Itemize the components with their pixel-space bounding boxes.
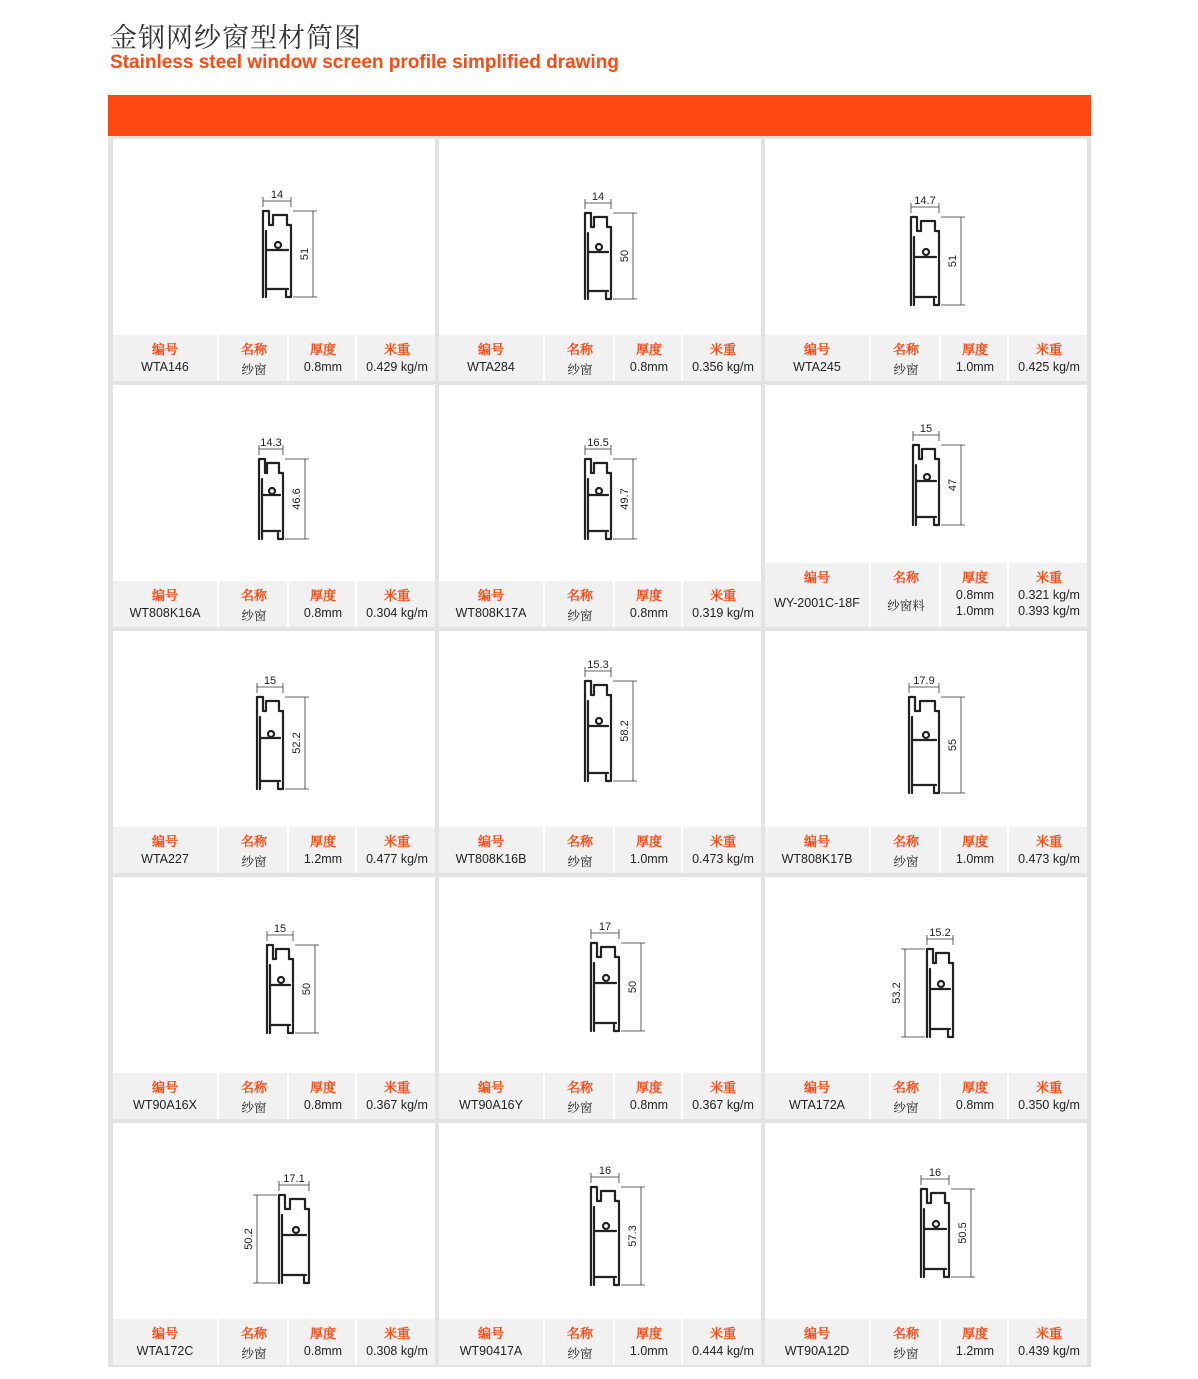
spec-value-code: WT90A12D xyxy=(784,1344,850,1358)
width-dim-label: 15 xyxy=(273,923,287,935)
profile-card xyxy=(765,631,1087,873)
spec-header-thickness: 厚度 xyxy=(961,1080,988,1095)
spec-value-name: 纱窗 xyxy=(567,363,593,377)
profile-groove xyxy=(293,1227,299,1233)
spec-column-name xyxy=(543,335,615,381)
spec-value-thickness: 0.8mm xyxy=(955,1098,995,1112)
spec-value-thickness: 0.8mm xyxy=(629,606,669,620)
spec-value-weight: 0.439 kg/m xyxy=(1018,1344,1080,1358)
profile-outline xyxy=(591,1187,619,1285)
spec-column-weight xyxy=(1007,1073,1089,1119)
spec-column-code xyxy=(113,1319,217,1365)
spec-header-name: 名称 xyxy=(892,834,919,849)
height-dim-label: 49.7 xyxy=(619,488,631,510)
width-dim-label: 15.3 xyxy=(587,659,609,671)
spec-header-code: 编号 xyxy=(477,1080,504,1095)
spec-header-weight: 米重 xyxy=(383,1326,410,1341)
spec-column-weight xyxy=(1007,335,1089,381)
profile-drawing xyxy=(765,877,1087,1072)
profile-outline xyxy=(263,211,291,297)
spec-column-name xyxy=(543,827,615,873)
width-dim-label: 16.5 xyxy=(587,437,609,449)
spec-table xyxy=(113,1073,435,1119)
header-accent-bar xyxy=(108,95,1091,136)
spec-value-weight: 0.477 kg/m xyxy=(366,852,428,866)
profile-drawing xyxy=(765,385,1087,580)
profile-groove xyxy=(596,718,602,724)
spec-table xyxy=(765,827,1087,873)
spec-column-weight xyxy=(1007,827,1089,873)
spec-value-weight: 0.393 kg/m xyxy=(1018,604,1080,618)
spec-header-weight: 米重 xyxy=(1035,1326,1062,1341)
spec-value-code: WTA146 xyxy=(141,360,189,374)
spec-column-weight xyxy=(1007,563,1089,627)
profile-groove xyxy=(923,249,929,255)
profile-card xyxy=(765,877,1087,1119)
spec-value-thickness: 0.8mm xyxy=(629,1098,669,1112)
spec-column-weight xyxy=(1007,1319,1089,1365)
spec-column-code xyxy=(765,1073,869,1119)
spec-value-thickness: 0.8mm xyxy=(955,588,995,602)
spec-header-weight: 米重 xyxy=(1035,834,1062,849)
spec-header-name: 名称 xyxy=(566,588,593,603)
spec-column-weight xyxy=(355,1319,437,1365)
spec-table xyxy=(113,335,435,381)
spec-column-weight xyxy=(681,827,763,873)
profile-card xyxy=(113,139,435,381)
spec-value-thickness: 0.8mm xyxy=(303,1344,343,1358)
spec-value-weight: 0.321 kg/m xyxy=(1018,588,1080,602)
spec-header-weight: 米重 xyxy=(1035,342,1062,357)
spec-value-name: 纱窗 xyxy=(893,1347,919,1361)
profile-groove xyxy=(269,488,275,494)
spec-header-weight: 米重 xyxy=(709,1326,736,1341)
spec-table xyxy=(765,1319,1087,1365)
width-dim-label: 17 xyxy=(598,921,612,933)
spec-table xyxy=(113,581,435,627)
spec-column-weight xyxy=(355,1073,437,1119)
spec-value-code: WT808K16B xyxy=(455,852,527,866)
spec-header-thickness: 厚度 xyxy=(961,834,988,849)
spec-column-thickness xyxy=(287,581,357,627)
spec-header-weight: 米重 xyxy=(383,588,410,603)
profile-card xyxy=(113,877,435,1119)
spec-header-code: 编号 xyxy=(151,342,178,357)
spec-column-name xyxy=(869,827,941,873)
spec-value-thickness: 1.0mm xyxy=(955,360,995,374)
profile-groove xyxy=(603,1223,609,1229)
spec-value-name: 纱窗料 xyxy=(887,599,925,613)
spec-column-code xyxy=(439,1319,543,1365)
spec-header-name: 名称 xyxy=(240,342,267,357)
spec-column-name xyxy=(217,1073,289,1119)
spec-value-code: WT808K17A xyxy=(455,606,527,620)
height-dim-label: 52.2 xyxy=(291,732,303,754)
profile-grid xyxy=(108,136,1091,1367)
spec-value-weight: 0.350 kg/m xyxy=(1018,1098,1080,1112)
profile-card xyxy=(439,385,761,627)
spec-header-name: 名称 xyxy=(566,1080,593,1095)
spec-value-code: WY-2001C-18F xyxy=(774,596,860,610)
spec-header-thickness: 厚度 xyxy=(309,588,336,603)
profile-outline xyxy=(591,943,619,1031)
profile-drawing xyxy=(439,631,761,826)
spec-header-thickness: 厚度 xyxy=(309,834,336,849)
profile-outline xyxy=(913,445,939,525)
width-dim-label: 14.7 xyxy=(914,195,936,207)
spec-column-weight xyxy=(355,581,437,627)
profile-drawing xyxy=(113,1123,435,1318)
spec-value-weight: 0.356 kg/m xyxy=(692,360,754,374)
spec-value-code: WTA172A xyxy=(788,1098,846,1112)
spec-column-weight xyxy=(681,335,763,381)
spec-value-name: 纱窗 xyxy=(893,363,919,377)
spec-column-thickness xyxy=(287,335,357,381)
spec-header-code: 编号 xyxy=(803,1080,830,1095)
spec-header-name: 名称 xyxy=(566,834,593,849)
spec-header-weight: 米重 xyxy=(383,1080,410,1095)
spec-value-thickness: 1.0mm xyxy=(629,1344,669,1358)
spec-value-weight: 0.304 kg/m xyxy=(366,606,428,620)
spec-value-code: WT90A16X xyxy=(133,1098,197,1112)
spec-column-name xyxy=(217,1319,289,1365)
height-dim-label: 46.6 xyxy=(291,488,303,510)
height-dim-label: 58.2 xyxy=(619,720,631,742)
profile-outline xyxy=(921,1189,949,1277)
profile-drawing xyxy=(439,1123,761,1318)
spec-column-weight xyxy=(681,581,763,627)
spec-value-name: 纱窗 xyxy=(567,1101,593,1115)
height-dim-label: 50.5 xyxy=(957,1222,969,1244)
spec-value-name: 纱窗 xyxy=(241,363,267,377)
spec-header-code: 编号 xyxy=(151,588,178,603)
profile-outline xyxy=(585,213,611,299)
profile-card xyxy=(113,1123,435,1365)
spec-column-name xyxy=(217,827,289,873)
width-dim-label: 14.3 xyxy=(260,437,282,449)
profile-drawing xyxy=(439,385,761,580)
spec-value-code: WT808K17B xyxy=(781,852,853,866)
profile-drawing xyxy=(113,877,435,1072)
spec-header-thickness: 厚度 xyxy=(961,570,988,585)
page-subtitle: Stainless steel window screen profile simplified drawing xyxy=(110,52,619,73)
spec-header-code: 编号 xyxy=(151,834,178,849)
spec-header-name: 名称 xyxy=(566,1326,593,1341)
spec-header-thickness: 厚度 xyxy=(635,588,662,603)
profile-drawing xyxy=(765,1123,1087,1318)
height-dim-label: 47 xyxy=(947,478,959,492)
spec-table xyxy=(765,335,1087,381)
spec-value-thickness: 1.0mm xyxy=(955,604,995,618)
profile-card xyxy=(439,1123,761,1365)
spec-column-name xyxy=(543,1073,615,1119)
profile-groove xyxy=(933,1221,939,1227)
spec-column-thickness xyxy=(939,335,1009,381)
page-title: 金钢网纱窗型材简图 xyxy=(110,23,362,54)
spec-column-weight xyxy=(681,1319,763,1365)
spec-column-code xyxy=(439,1073,543,1119)
spec-header-thickness: 厚度 xyxy=(309,1080,336,1095)
profile-card xyxy=(439,631,761,873)
spec-value-name: 纱窗 xyxy=(241,1101,267,1115)
spec-value-name: 纱窗 xyxy=(241,855,267,869)
profile-groove xyxy=(278,977,284,983)
spec-column-code xyxy=(113,827,217,873)
spec-column-name xyxy=(543,581,615,627)
spec-value-name: 纱窗 xyxy=(567,609,593,623)
spec-column-weight xyxy=(355,335,437,381)
spec-header-thickness: 厚度 xyxy=(309,342,336,357)
spec-value-name: 纱窗 xyxy=(567,1347,593,1361)
spec-value-name: 纱窗 xyxy=(893,855,919,869)
spec-column-thickness xyxy=(287,1073,357,1119)
height-dim-label: 50 xyxy=(619,249,631,263)
spec-value-code: WTA245 xyxy=(793,360,841,374)
profile-groove xyxy=(596,244,602,250)
spec-column-code xyxy=(113,1073,217,1119)
profile-outline xyxy=(259,459,283,539)
spec-header-code: 编号 xyxy=(477,342,504,357)
profile-groove xyxy=(275,242,281,248)
spec-column-thickness xyxy=(613,581,683,627)
width-dim-label: 15 xyxy=(263,675,277,687)
spec-header-code: 编号 xyxy=(803,342,830,357)
spec-value-name: 纱窗 xyxy=(567,855,593,869)
spec-header-weight: 米重 xyxy=(709,1080,736,1095)
profile-outline xyxy=(267,945,293,1033)
spec-value-weight: 0.444 kg/m xyxy=(692,1344,754,1358)
spec-header-thickness: 厚度 xyxy=(961,1326,988,1341)
spec-value-thickness: 0.8mm xyxy=(303,606,343,620)
spec-header-name: 名称 xyxy=(566,342,593,357)
spec-value-code: WTA227 xyxy=(141,852,189,866)
spec-column-weight xyxy=(355,827,437,873)
spec-value-thickness: 1.0mm xyxy=(629,852,669,866)
spec-column-name xyxy=(869,1073,941,1119)
spec-value-thickness: 1.2mm xyxy=(303,852,343,866)
spec-header-weight: 米重 xyxy=(1035,1080,1062,1095)
spec-table xyxy=(439,581,761,627)
height-dim-label: 53.2 xyxy=(891,982,903,1004)
height-dim-label: 55 xyxy=(947,738,959,752)
width-dim-label: 15 xyxy=(919,423,933,435)
spec-column-thickness xyxy=(613,1319,683,1365)
spec-header-thickness: 厚度 xyxy=(635,1080,662,1095)
spec-header-name: 名称 xyxy=(240,1080,267,1095)
height-dim-label: 57.3 xyxy=(627,1225,639,1247)
width-dim-label: 14 xyxy=(270,189,284,201)
profile-card xyxy=(113,631,435,873)
spec-column-name xyxy=(217,581,289,627)
spec-header-name: 名称 xyxy=(240,834,267,849)
profile-card xyxy=(113,385,435,627)
spec-column-thickness xyxy=(613,335,683,381)
spec-column-name xyxy=(217,335,289,381)
spec-value-code: WT90A16Y xyxy=(459,1098,523,1112)
spec-column-name xyxy=(869,1319,941,1365)
profile-card xyxy=(439,139,761,381)
spec-column-thickness xyxy=(939,1073,1009,1119)
spec-value-code: WT808K16A xyxy=(129,606,201,620)
spec-header-code: 编号 xyxy=(477,834,504,849)
spec-column-thickness xyxy=(613,827,683,873)
spec-column-thickness xyxy=(939,563,1009,627)
spec-header-name: 名称 xyxy=(892,570,919,585)
profile-drawing xyxy=(113,631,435,826)
spec-table xyxy=(113,827,435,873)
spec-table xyxy=(439,335,761,381)
spec-header-code: 编号 xyxy=(803,834,830,849)
spec-header-thickness: 厚度 xyxy=(309,1326,336,1341)
profile-drawing xyxy=(765,139,1087,334)
spec-column-code xyxy=(113,335,217,381)
profile-drawing xyxy=(439,877,761,1072)
spec-value-name: 纱窗 xyxy=(241,1347,267,1361)
spec-column-code xyxy=(439,335,543,381)
profile-groove xyxy=(596,488,602,494)
width-dim-label: 16 xyxy=(598,1165,612,1177)
spec-table xyxy=(765,563,1087,627)
spec-column-thickness xyxy=(939,827,1009,873)
spec-table xyxy=(439,1319,761,1365)
spec-column-code xyxy=(765,827,869,873)
spec-header-weight: 米重 xyxy=(383,834,410,849)
spec-header-code: 编号 xyxy=(803,570,830,585)
spec-table xyxy=(113,1319,435,1365)
width-dim-label: 17.1 xyxy=(283,1173,305,1185)
spec-value-weight: 0.367 kg/m xyxy=(692,1098,754,1112)
spec-header-weight: 米重 xyxy=(709,588,736,603)
spec-value-weight: 0.367 kg/m xyxy=(366,1098,428,1112)
spec-header-name: 名称 xyxy=(240,1326,267,1341)
spec-header-weight: 米重 xyxy=(383,342,410,357)
width-dim-label: 14 xyxy=(591,191,605,203)
width-dim-label: 15.2 xyxy=(929,927,951,939)
spec-column-code xyxy=(765,1319,869,1365)
spec-value-weight: 0.425 kg/m xyxy=(1018,360,1080,374)
spec-value-weight: 0.319 kg/m xyxy=(692,606,754,620)
spec-table xyxy=(439,827,761,873)
spec-value-weight: 0.473 kg/m xyxy=(1018,852,1080,866)
spec-column-name xyxy=(543,1319,615,1365)
spec-column-code xyxy=(439,827,543,873)
profile-outline xyxy=(911,217,939,305)
height-dim-label: 50 xyxy=(301,982,313,996)
spec-header-weight: 米重 xyxy=(709,834,736,849)
spec-header-thickness: 厚度 xyxy=(635,342,662,357)
profile-groove xyxy=(938,981,944,987)
profile-outline xyxy=(927,949,953,1037)
spec-header-weight: 米重 xyxy=(1035,570,1062,585)
height-dim-label: 50 xyxy=(627,980,639,994)
spec-table xyxy=(765,1073,1087,1119)
spec-value-name: 纱窗 xyxy=(241,609,267,623)
spec-value-name: 纱窗 xyxy=(893,1101,919,1115)
spec-value-weight: 0.429 kg/m xyxy=(366,360,428,374)
height-dim-label: 51 xyxy=(299,247,311,261)
width-dim-label: 16 xyxy=(928,1167,942,1179)
spec-header-weight: 米重 xyxy=(709,342,736,357)
profile-drawing xyxy=(113,385,435,580)
spec-column-name xyxy=(869,563,941,627)
spec-value-thickness: 0.8mm xyxy=(629,360,669,374)
spec-header-thickness: 厚度 xyxy=(961,342,988,357)
spec-value-weight: 0.473 kg/m xyxy=(692,852,754,866)
width-dim-label: 17.9 xyxy=(913,675,935,687)
spec-column-code xyxy=(765,563,869,627)
spec-header-name: 名称 xyxy=(892,1080,919,1095)
height-dim-label: 50.2 xyxy=(243,1228,255,1250)
spec-column-weight xyxy=(681,1073,763,1119)
profile-drawing xyxy=(439,139,761,334)
spec-column-code xyxy=(113,581,217,627)
profile-drawing xyxy=(113,139,435,334)
spec-column-thickness xyxy=(287,1319,357,1365)
profile-card xyxy=(765,385,1087,627)
spec-table xyxy=(439,1073,761,1119)
profile-card xyxy=(765,1123,1087,1365)
profile-card xyxy=(765,139,1087,381)
profile-groove xyxy=(268,731,274,737)
spec-value-code: WTA284 xyxy=(467,360,515,374)
profile-outline xyxy=(909,697,939,793)
profile-groove xyxy=(924,474,930,480)
spec-column-name xyxy=(869,335,941,381)
profile-outline xyxy=(279,1195,309,1283)
spec-header-thickness: 厚度 xyxy=(635,834,662,849)
profile-groove xyxy=(603,975,609,981)
spec-header-thickness: 厚度 xyxy=(635,1326,662,1341)
spec-value-thickness: 0.8mm xyxy=(303,1098,343,1112)
spec-value-thickness: 1.2mm xyxy=(955,1344,995,1358)
profile-outline xyxy=(585,459,611,539)
spec-value-code: WT90417A xyxy=(459,1344,523,1358)
spec-header-code: 编号 xyxy=(151,1080,178,1095)
profile-card xyxy=(439,877,761,1119)
profile-groove xyxy=(923,732,929,738)
spec-value-code: WTA172C xyxy=(136,1344,194,1358)
spec-header-code: 编号 xyxy=(803,1326,830,1341)
spec-header-code: 编号 xyxy=(151,1326,178,1341)
spec-value-thickness: 0.8mm xyxy=(303,360,343,374)
spec-column-thickness xyxy=(287,827,357,873)
height-dim-label: 51 xyxy=(947,254,959,268)
spec-header-name: 名称 xyxy=(240,588,267,603)
spec-value-thickness: 1.0mm xyxy=(955,852,995,866)
spec-column-thickness xyxy=(613,1073,683,1119)
spec-column-code xyxy=(765,335,869,381)
spec-column-code xyxy=(439,581,543,627)
spec-header-name: 名称 xyxy=(892,342,919,357)
spec-header-name: 名称 xyxy=(892,1326,919,1341)
spec-header-code: 编号 xyxy=(477,1326,504,1341)
profile-drawing xyxy=(765,631,1087,826)
spec-column-thickness xyxy=(939,1319,1009,1365)
profile-outline xyxy=(585,681,611,781)
spec-value-weight: 0.308 kg/m xyxy=(366,1344,428,1358)
profile-outline xyxy=(257,697,283,789)
spec-header-code: 编号 xyxy=(477,588,504,603)
